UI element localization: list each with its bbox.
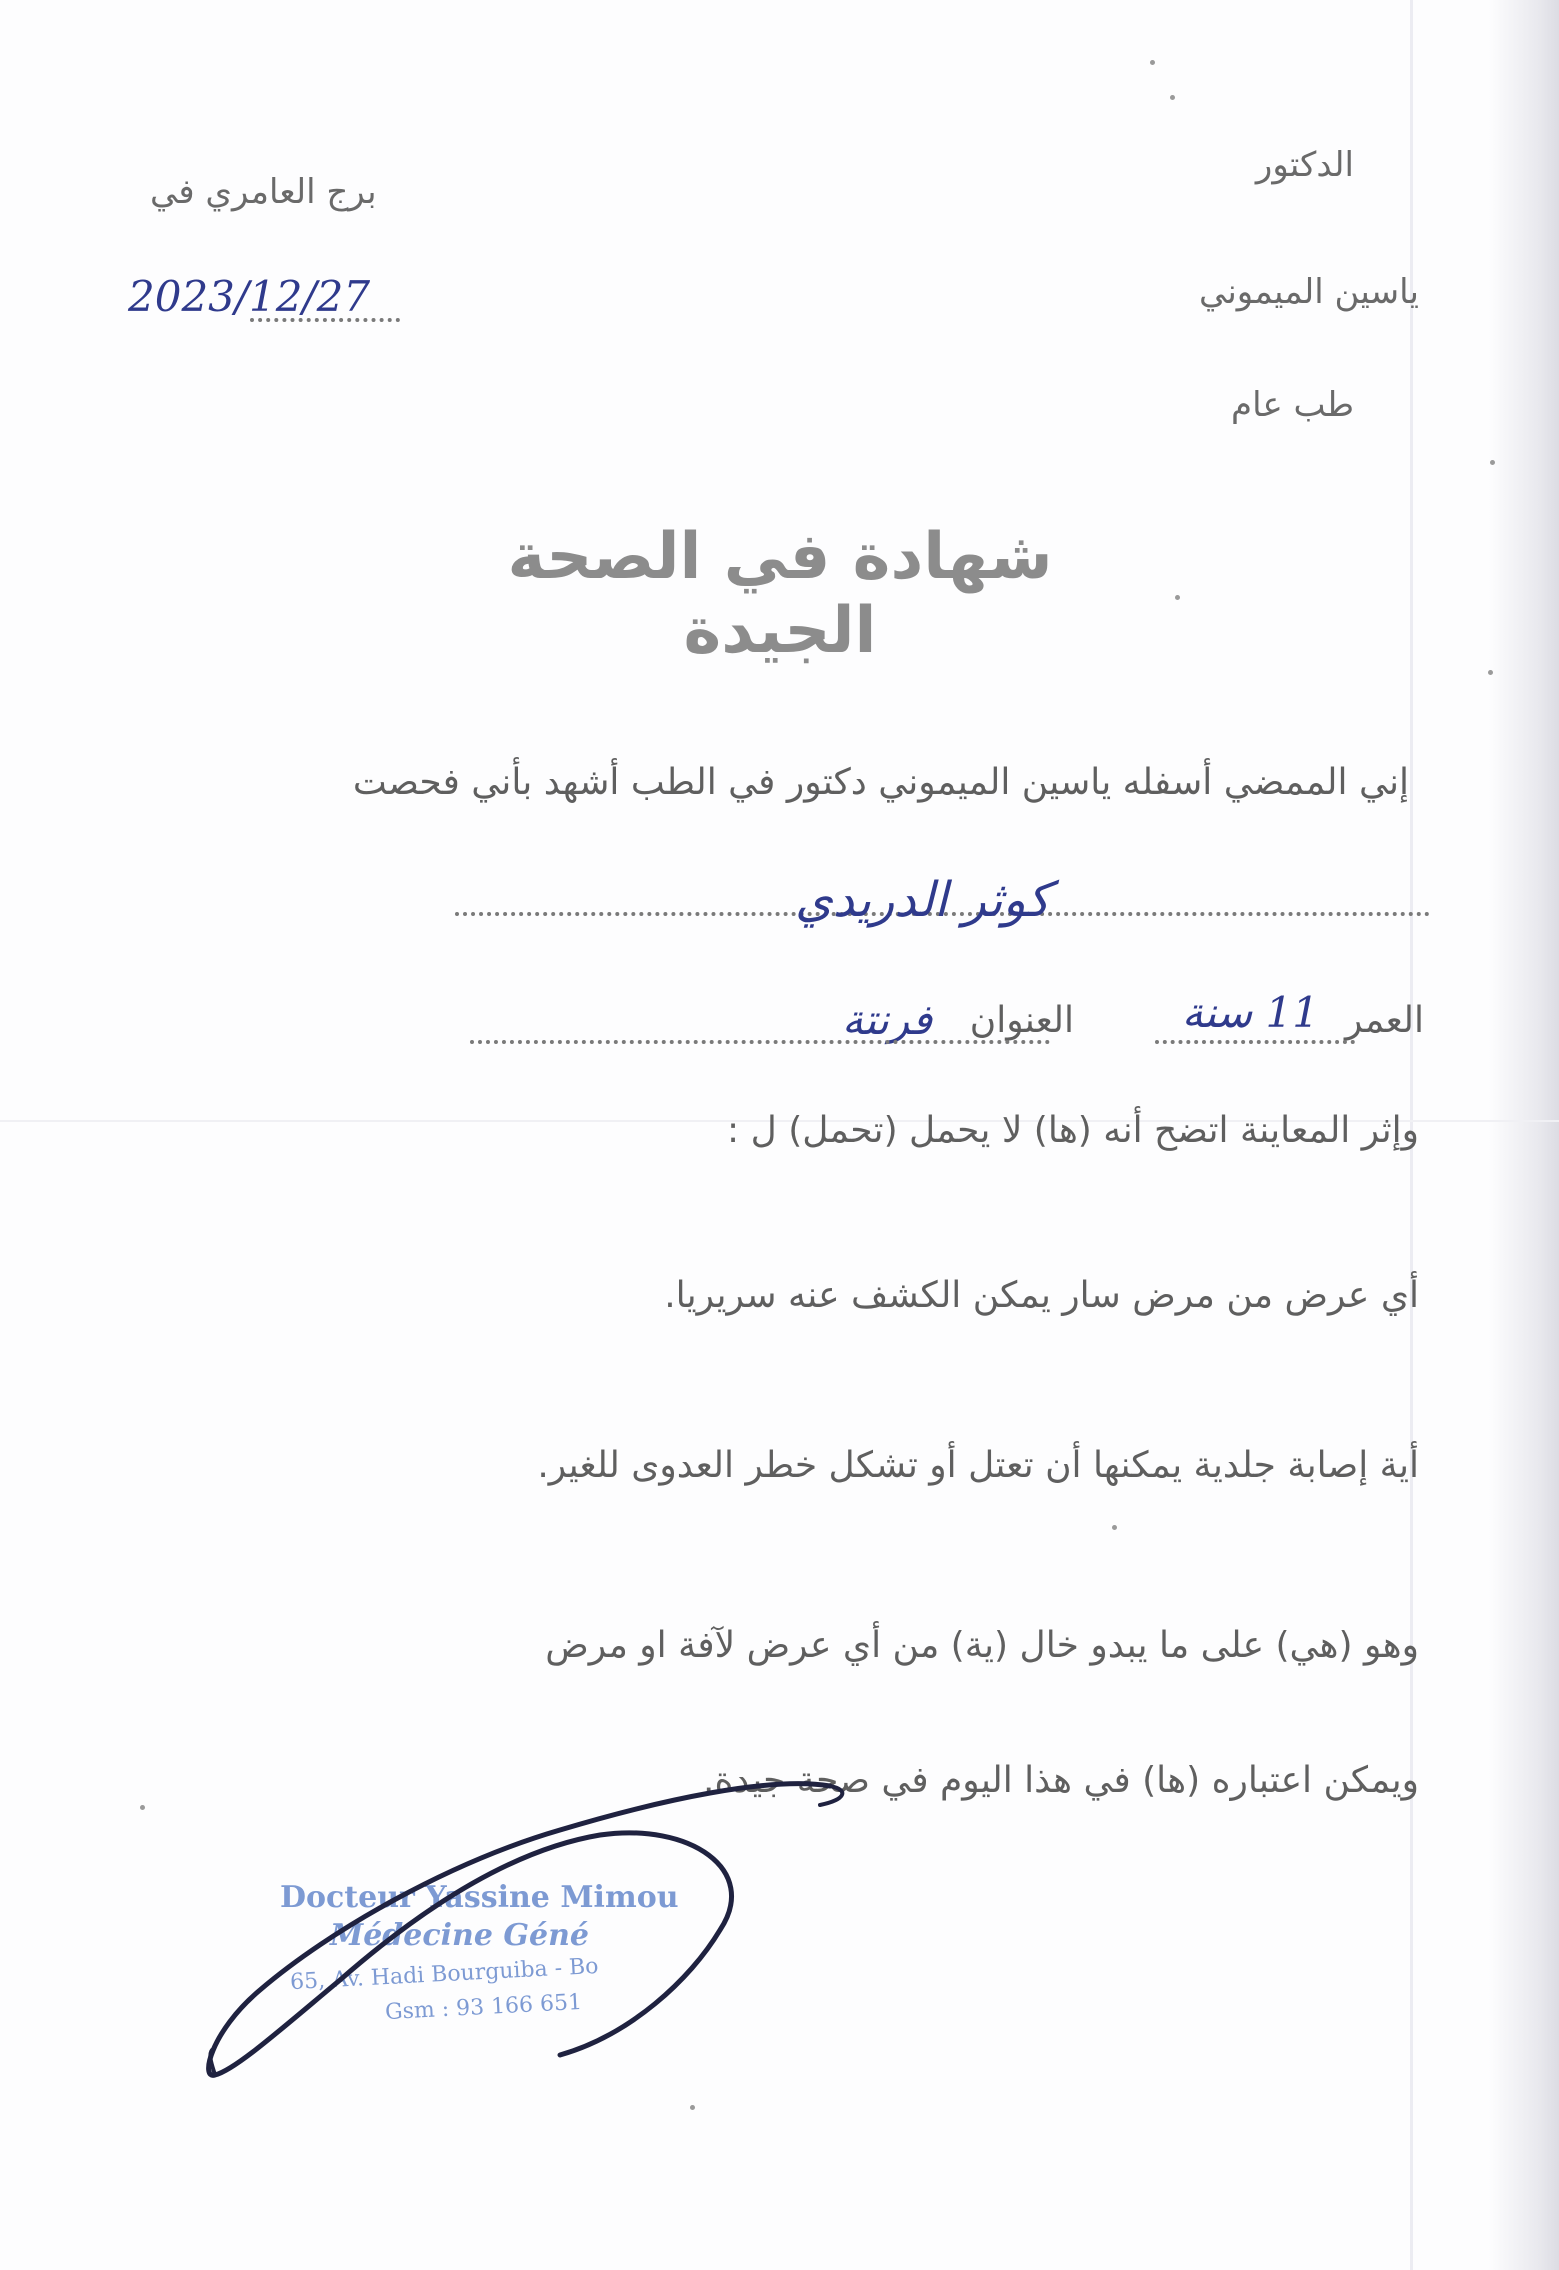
stamp-line-1: Docteur Yassine Mimou [280,1880,679,1915]
stamp-line-3: 65, Av. Hadi Bourguiba - Bo [289,1953,600,1996]
address-value: فرنتة [842,995,933,1044]
body-line-5: أية إصابة جلدية يمكنها أن تعتل أو تشكل خطر العدوى للغير. [537,1445,1419,1486]
place-label: برج العامري في [150,172,377,212]
date-value: 2023/12/27 [128,272,371,321]
body-line-3: وإثر المعاينة اتضح أنه (ها) لا يحمل (تحمل) ل : [727,1110,1419,1151]
doctor-title: الدكتور [1255,145,1354,185]
doctor-name: ياسين الميموني [1198,272,1419,312]
address-label: العنوان [969,1000,1074,1041]
body-line-7: ويمكن اعتباره (ها) في هذا اليوم في صحة جيدة. [703,1760,1419,1801]
patient-name: كوثر الدريدي [795,872,1051,928]
age-value: 11 سنة [1181,988,1319,1037]
doctor-specialty: طب عام [1231,385,1354,425]
body-line-6: وهو (هي) على ما يبدو خال (ية) من أي عرض لآفة او مرض [545,1625,1419,1666]
body-line-4: أي عرض من مرض سار يمكن الكشف عنه سريريا. [664,1275,1419,1316]
stamp-line-4: Gsm : 93 166 651 [384,1989,583,2026]
body-line-1: إني الممضي أسفله ياسين الميموني دكتور في الطب أشهد بأني فحصت [352,762,1409,803]
age-label: العمر [1344,1000,1424,1041]
stamp-line-2: Médecine Géné [330,1918,589,1953]
document-title: شهادة في الصحة الجيدة [507,520,1053,668]
